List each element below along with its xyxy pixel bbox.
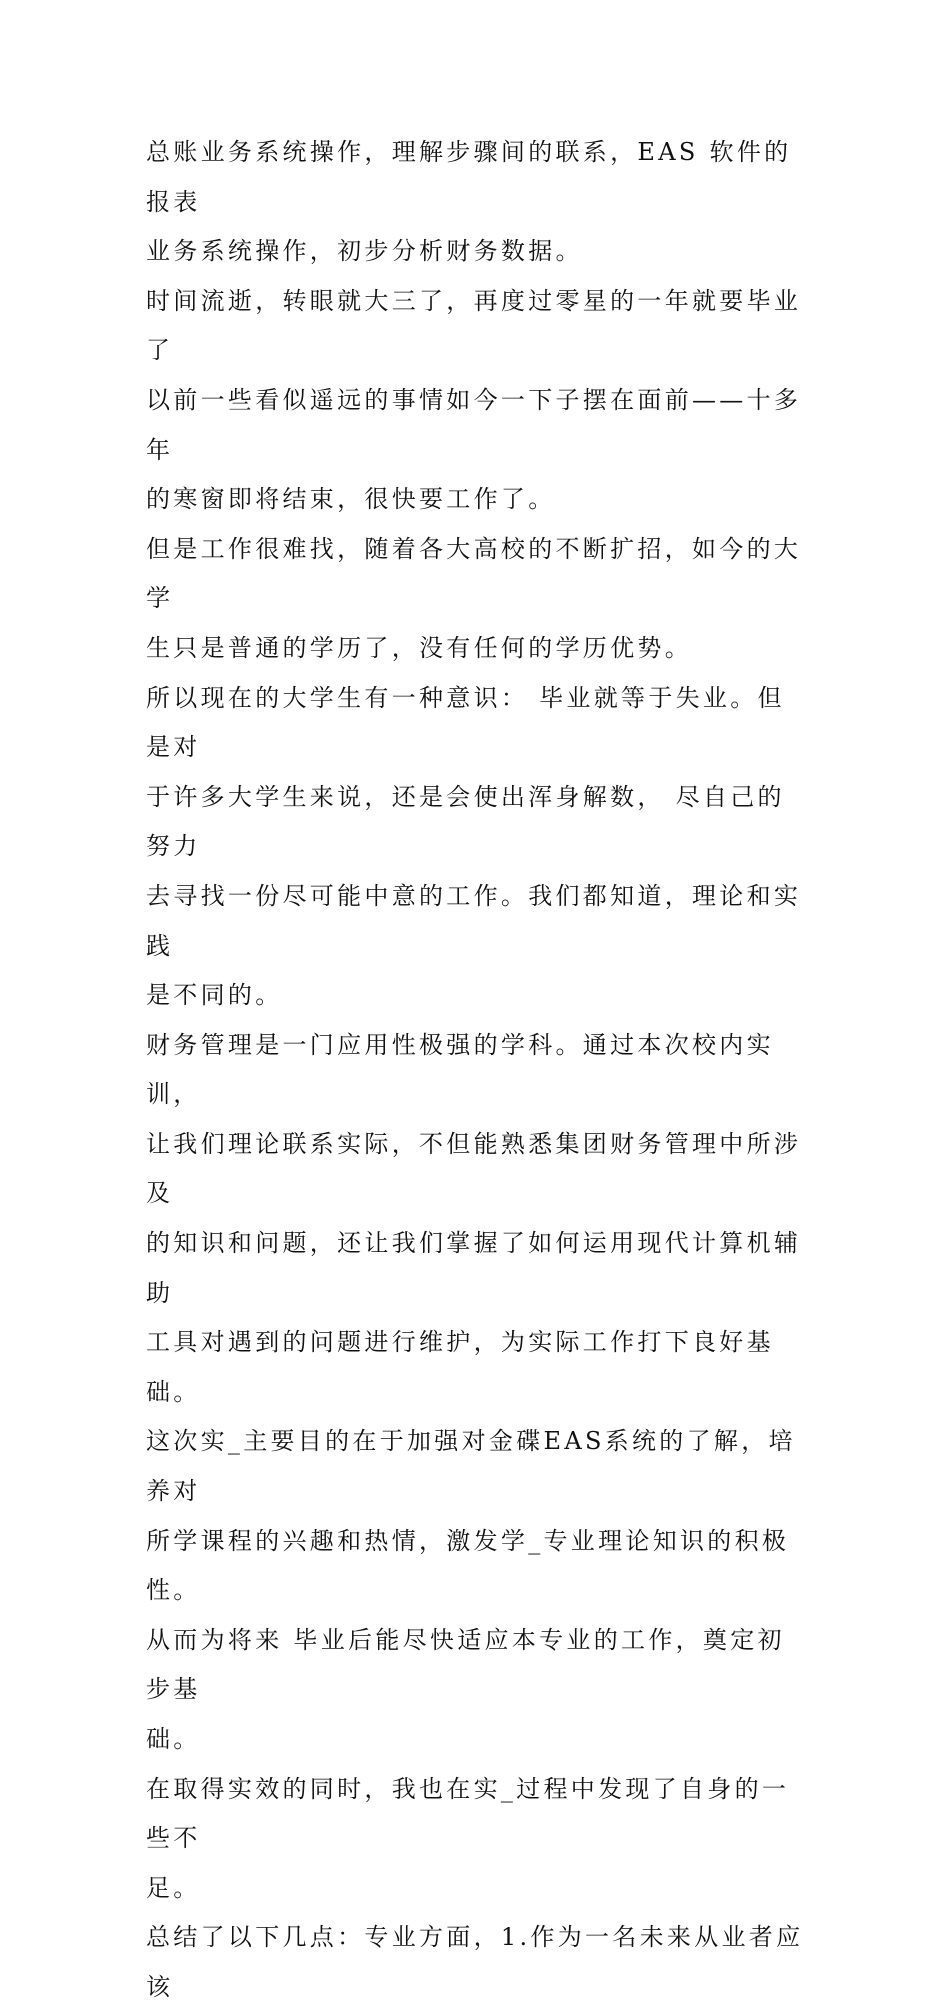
paragraph-4: 所以现在的大学生有一种意识： 毕业就等于失业。但是对 于许多大学生来说，还是会使出浑身解数， 尽自己的努力 去寻找一份尽可能中意的工作。我们都知道，理论和实践 是不同的。 (146, 683, 802, 1010)
paragraph-6: 这次实_主要目的在于加强对金碟EAS系统的了解，培养对 所学课程的兴趣和热情，激发学_专业理论知识的积极性。 从而为将来 毕业后能尽快适应本专业的工作，奠定初步基 础。 (146, 1427, 796, 1753)
paragraph-5: 财务管理是一门应用性极强的学科。通过本次校内实训， 让我们理论联系实际，不但能熟悉集团财务管理中所涉及 的知识和问题，还让我们掌握了如何运用现代计算机辅助 工具对遇到的问题进行维护，为实际工作打下良好基础。 (146, 1030, 802, 1406)
paragraph-8: 总结了以下几点：专业方面，1.作为一名未来从业者应该 (146, 1923, 804, 2001)
document-body (146, 128, 810, 2013)
paragraph-2: 时间流逝，转眼就大三了，再度过零星的一年就要毕业了 以前一些看似遥远的事情如今一下子摆在面前——十多年 的寒窗即将结束，很快要工作了。 (146, 286, 802, 514)
paragraph-7: 在取得实效的同时，我也在实_过程中发现了自身的一些不 足。 (146, 1774, 790, 1902)
paragraph-1: 总账业务系统操作，理解步骤间的联系，EAS 软件的报表 业务系统操作，初步分析财务数据。 (146, 138, 792, 266)
paragraph-3: 但是工作很难找，随着各大高校的不断扩招，如今的大学 生只是普通的学历了，没有任何的学历优势。 (146, 534, 802, 662)
